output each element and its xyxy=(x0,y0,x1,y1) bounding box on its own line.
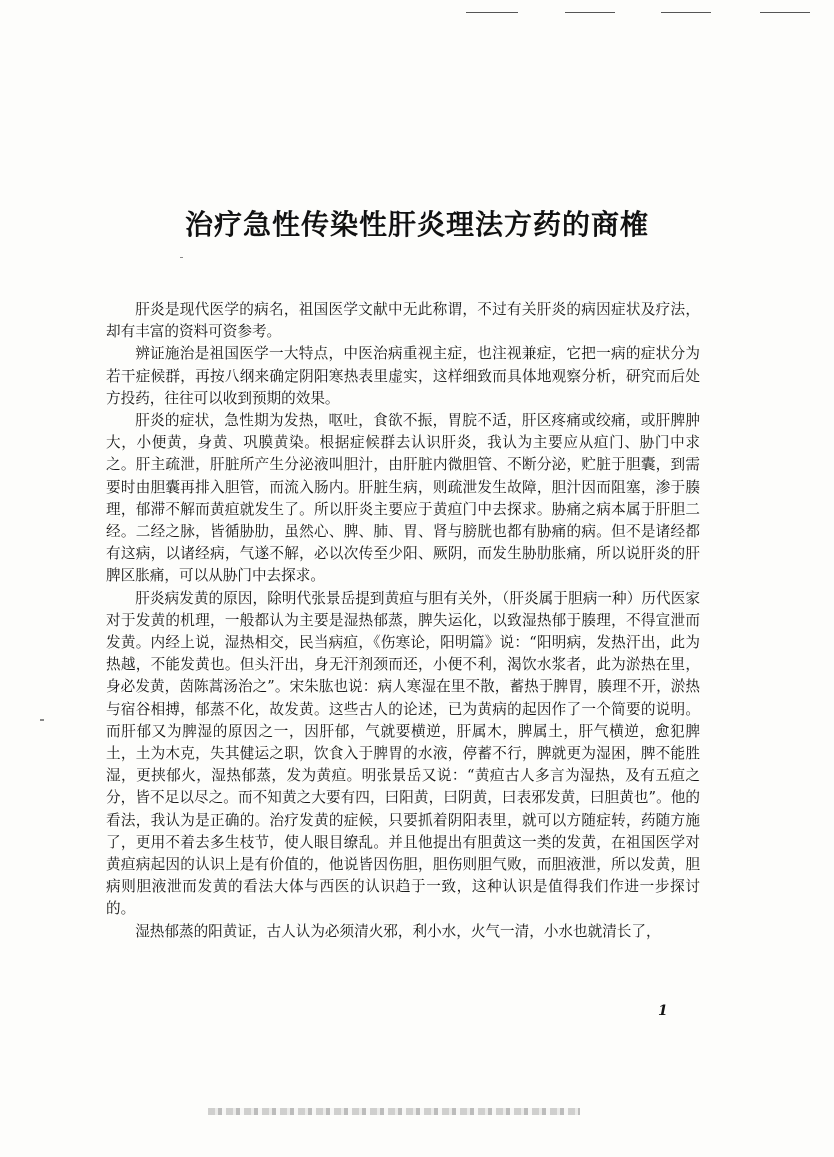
paragraph: 肝炎病发黄的原因，除明代张景岳提到黄疸与胆有关外，（肝炎属于胆病一种）历代医家对于发黄的机理，一般都认为主要是湿热郁蒸，脾失运化，以致湿热郁于腠理，不得宣泄而发黄。内经上说，湿热相交，民当病疸，《伤寒论，阳明篇》说：“阳明病，发热汗出，此为热越，不能发黄也。但头汗出，身无汗剂颈而还，小便不利，渴饮水浆者，此为淤热在里，身必发黄，茵陈蒿汤治之”。宋朱肱也说：病人寒湿在里不散，蓄热于脾胃，腠理不开，淤热与宿谷相搏，郁蒸不化，故发黄。这些古人的论述，已为黄病的起因作了一个简要的说明。而肝郁又为脾湿的原因之一，因肝郁，气就要横逆，肝属木，脾属土，肝气横逆，愈犯脾土，土为木克，失其健运之职，饮食入于脾胃的水液，停蓄不行，脾就更为湿困，脾不能胜湿，更挟郁火，湿热郁蒸，发为黄疸。明张景岳又说：“黄疸古人多言为湿热，及有五疸之分，皆不足以尽之。而不知黄之大要有四，曰阳黄，曰阴黄，曰表邪发黄，曰胆黄也”。他的看法，我认为是正确的。治疗发黄的症候，只要抓着阴阳表里，就可以方随症转，药随方施了，更用不着去多生枝节，使人眼目缭乱。并且他提出有胆黄这一类的发黄，在祖国医学对黄疸病起因的认识上是有价值的，他说皆因伤胆，胆伤则胆气败，而胆液泄，所以发黄，胆病则胆液泄而发黄的看法大体与西医的认识趋于一致，这种认识是值得我们作进一步探讨的。 xyxy=(106,589,700,918)
top-rule xyxy=(661,12,711,13)
paragraph: 辨证施治是祖国医学一大特点，中医治病重视主症，也注视兼症，它把一病的症状分为若干症候群，再按八纲来确定阴阳寒热表里虚实，这样细致而具体地观察分析，研究而后处方投药，往往可以收到预期的效果。 xyxy=(106,345,700,407)
paragraph: 湿热郁蒸的阳黄证，古人认为必须清火邪，利小水，火气一清，小水也就清长了， xyxy=(135,922,661,940)
top-rule xyxy=(565,12,615,13)
article-body xyxy=(106,299,700,943)
paragraph: 肝炎的症状，急性期为发热，呕吐，食欲不振，胃脘不适，肝区疼痛或绞痛，或肝脾肿大，小便黄，身黄、巩膜黄染。根据症候群去认识肝炎，我认为主要应从疸门、胁门中求之。肝主疏泄，肝脏所产生分泌液叫胆汁，由肝脏内微胆管、不断分泌，贮脏于胆囊，到需要时由胆囊再排入胆管，而流入肠内。肝脏生病，则疏泄发生故障，胆汁因而阻塞，渗于腠理，郁滞不解而黄疸就发生了。所以肝炎主要应于黄疸门中去探求。胁痛之病本属于肝胆二经。二经之脉，皆循胁肋，虽然心、脾、肺、胃、肾与膀胱也都有胁痛的病。但不是诸经都有这病，以诸经病，气遂不解，必以次传至少阳、厥阴，而发生胁肋胀痛，所以说肝炎的肝脾区胀痛，可以从胁门中去探求。 xyxy=(106,412,700,585)
top-rule xyxy=(760,12,810,13)
top-rule xyxy=(466,12,518,13)
page-number: 1 xyxy=(658,1003,668,1019)
scan-artifact xyxy=(208,1108,580,1115)
scan-speck xyxy=(180,257,183,258)
page-title: 治疗急性传染性肝炎理法方药的商榷 xyxy=(184,208,649,241)
scan-speck xyxy=(40,719,44,721)
paragraph: 肝炎是现代医学的病名，祖国医学文献中无此称谓，不过有关肝炎的病因症状及疗法，却有丰富的资料可资参考。 xyxy=(106,301,700,341)
